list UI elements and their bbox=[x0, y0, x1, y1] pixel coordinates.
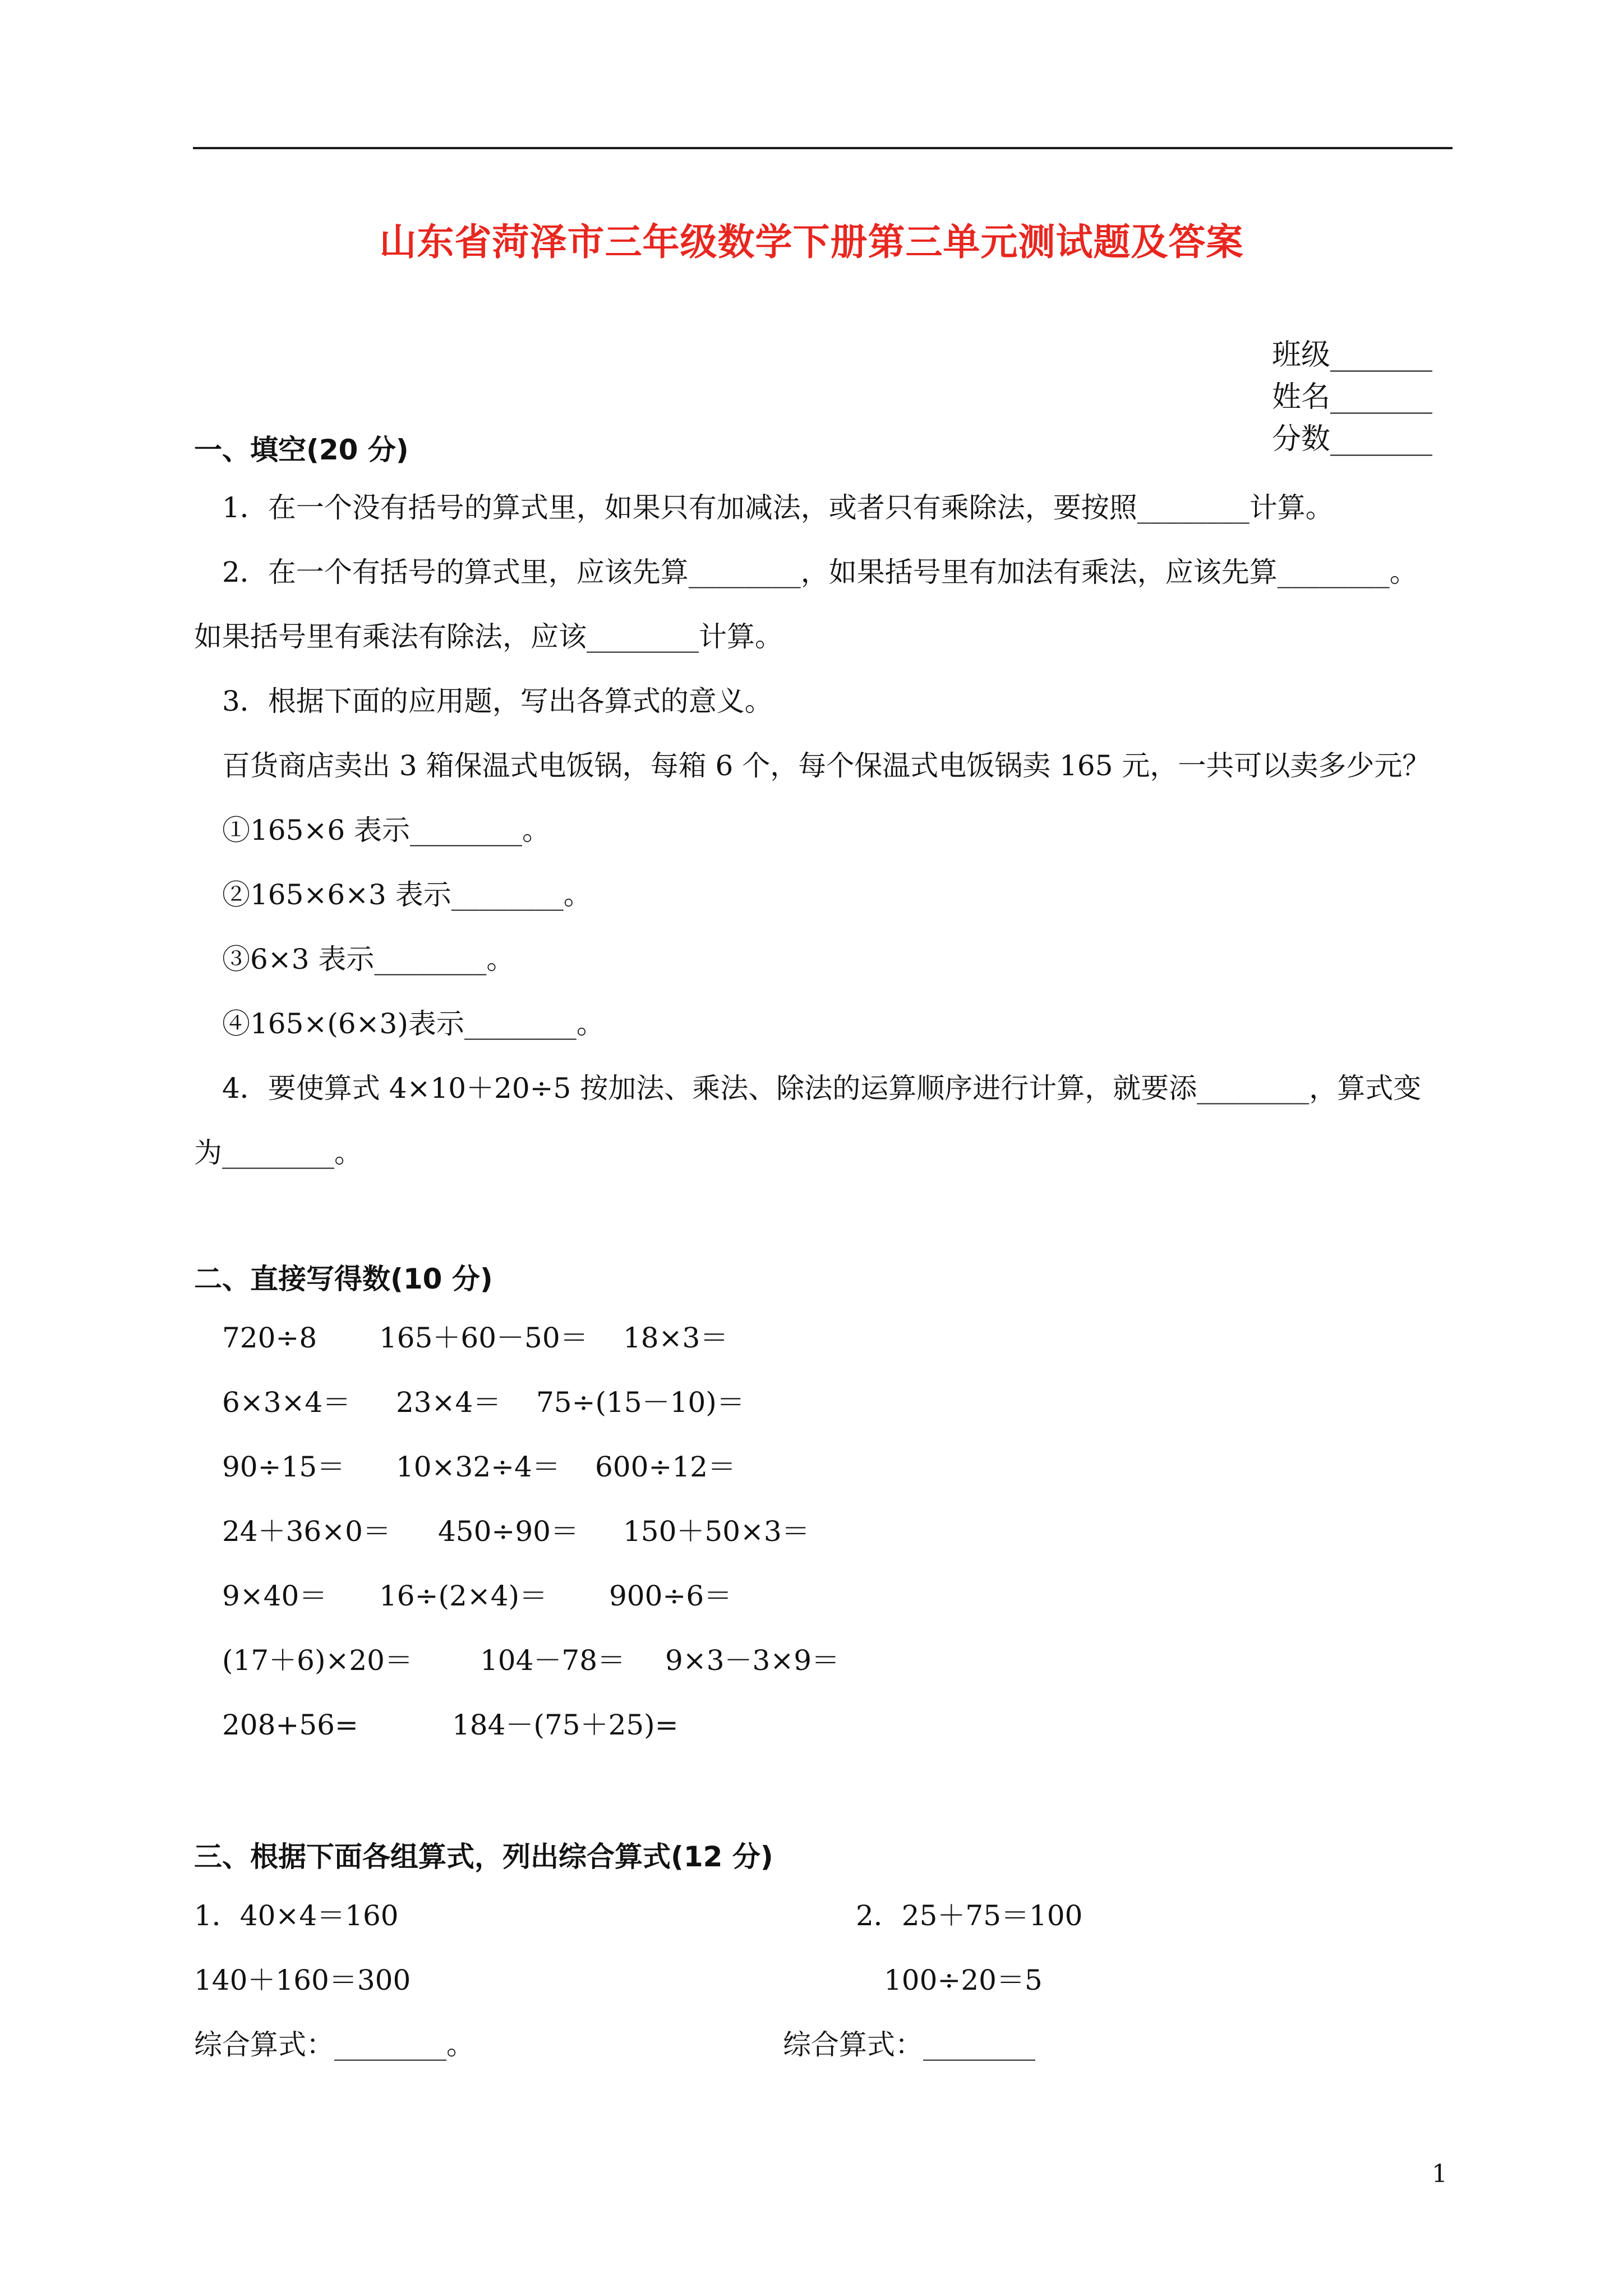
calc-item: 720÷8 bbox=[222, 1322, 317, 1354]
calc-item: 9×40＝ bbox=[222, 1580, 328, 1612]
group-1-line-2: 140＋160＝300 bbox=[194, 1964, 411, 1996]
group-2-answer: 综合算式：________ bbox=[783, 2028, 1035, 2061]
question-3: 3．根据下面的应用题，写出各算式的意义。 bbox=[222, 685, 773, 717]
student-info bbox=[1235, 297, 1432, 491]
question-3-item-2: ②165×6×3 表示________。 bbox=[222, 878, 592, 911]
calc-item: 104－78＝ bbox=[480, 1644, 626, 1677]
group-1-line-1: 1．40×4＝160 bbox=[194, 1899, 399, 1932]
calc-item: 165＋60－50＝ bbox=[379, 1322, 588, 1354]
calc-item: 10×32÷4＝ bbox=[396, 1451, 560, 1483]
calc-item: 24＋36×0＝ bbox=[222, 1515, 391, 1548]
calc-item: 9×3－3×9＝ bbox=[665, 1644, 840, 1677]
question-1: 1．在一个没有括号的算式里，如果只有加减法，或者只有乘除法，要按照________计算。 bbox=[222, 491, 1334, 524]
calc-item: 208+56= bbox=[222, 1709, 358, 1741]
question-3-item-3: ③6×3 表示________。 bbox=[222, 943, 515, 976]
calc-item: 450÷90＝ bbox=[438, 1515, 579, 1548]
calc-item: 6×3×4＝ bbox=[222, 1386, 351, 1419]
question-4-line-2: 为________。 bbox=[194, 1137, 362, 1169]
calc-item: 23×4＝ bbox=[396, 1386, 501, 1419]
document-title: 山东省菏泽市三年级数学下册第三单元测试题及答案 bbox=[379, 220, 1244, 264]
section-2-heading: 二、直接写得数(10 分) bbox=[194, 1263, 493, 1295]
group-2-line-2: 100÷20＝5 bbox=[884, 1964, 1043, 1996]
page-number: 1 bbox=[1432, 2160, 1447, 2188]
score-field: 分数_______ bbox=[1271, 422, 1432, 456]
section-1-heading: 一、填空(20 分) bbox=[194, 434, 409, 466]
calc-item: 18×3＝ bbox=[623, 1322, 728, 1354]
calc-item: 90÷15＝ bbox=[222, 1451, 345, 1483]
question-2-line-1: 2．在一个有括号的算式里，应该先算________，如果括号里有加法有乘法，应该先算________。 bbox=[222, 556, 1418, 588]
section-3-heading: 三、根据下面各组算式，列出综合算式(12 分) bbox=[194, 1841, 773, 1873]
calc-item: (17＋6)×20＝ bbox=[222, 1644, 413, 1677]
calc-item: 900÷6＝ bbox=[609, 1580, 732, 1612]
calc-item: 16÷(2×4)＝ bbox=[379, 1580, 548, 1612]
question-3-item-4: ④165×(6×3)表示________。 bbox=[222, 1007, 605, 1040]
question-4-line-1: 4．要使算式 4×10＋20÷5 按加法、乘法、除法的运算顺序进行计算，就要添________，算式变 bbox=[222, 1072, 1422, 1105]
question-3-item-1: ①165×6 表示________。 bbox=[222, 814, 551, 846]
calc-item: 184－(75＋25)= bbox=[452, 1709, 679, 1741]
class-field: 班级_______ bbox=[1271, 338, 1432, 372]
calc-item: 600÷12＝ bbox=[595, 1451, 736, 1483]
question-2-line-2: 如果括号里有乘法有除法，应该________计算。 bbox=[194, 620, 783, 653]
calc-item: 150＋50×3＝ bbox=[623, 1515, 810, 1548]
header-rule bbox=[193, 147, 1453, 149]
group-1-answer: 综合算式：________。 bbox=[194, 2028, 474, 2061]
group-2-line-1: 2．25＋75＝100 bbox=[856, 1899, 1083, 1932]
question-3-problem: 百货商店卖出 3 箱保温式电饭锅，每箱 6 个，每个保温式电饭锅卖 165 元，一共可以卖多少元？ bbox=[222, 749, 1431, 782]
name-field: 姓名_______ bbox=[1271, 380, 1432, 414]
calc-item: 75÷(15－10)＝ bbox=[536, 1386, 745, 1419]
